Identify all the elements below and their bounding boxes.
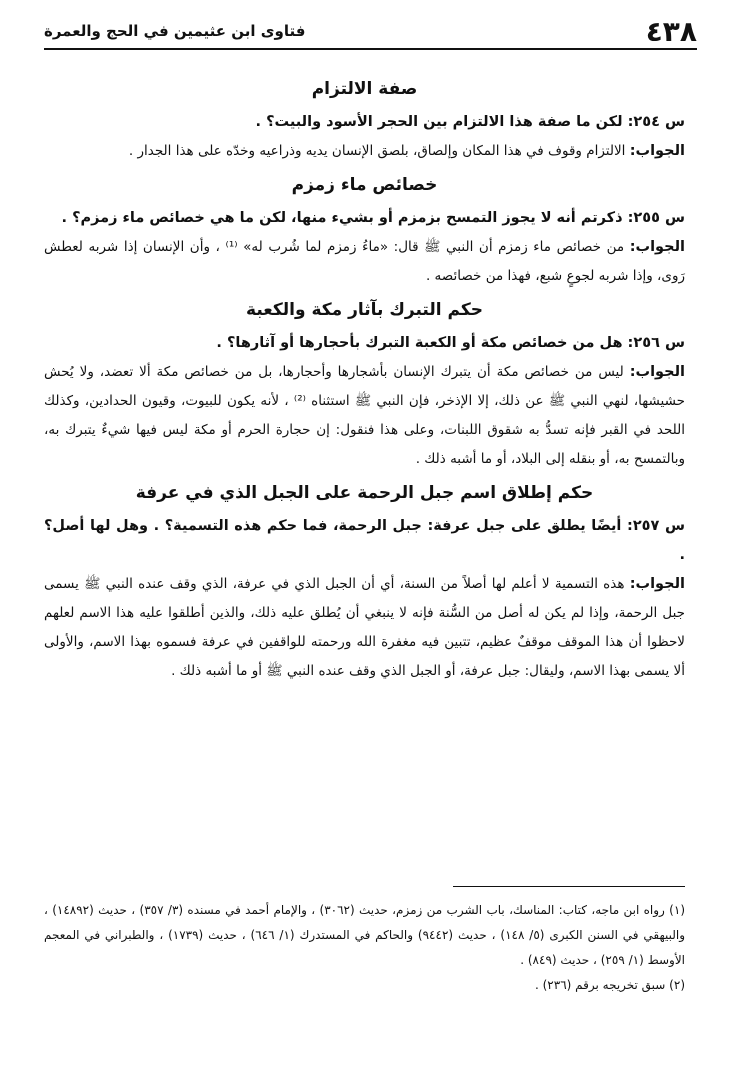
section-title: خصائص ماء زمزم — [291, 175, 438, 195]
answer-text: الالتزام وقوف في هذا المكان وإلصاق، بلصق الإنسان يديه وذراعيه وخدّه على هذا الجدار . — [128, 143, 630, 159]
answer-256 — [44, 358, 685, 474]
question-257: س ٢٥٧: أيضًا يطلق على جبل عرفة: جبل الرحمة، فما حكم هذه التسمية؟ . وهل لها أصل؟ . — [44, 518, 685, 563]
running-title: فتاوى ابن عثيمين في الحج والعمرة — [44, 22, 306, 40]
answer-254 — [44, 137, 685, 166]
page-header — [44, 14, 697, 50]
answer-255 — [44, 233, 685, 291]
footnotes — [44, 898, 685, 998]
answer-text: من خصائص ماء زمزم أن النبي ﷺ قال: «ماءُ زمزم لما شُرب له» ⁽¹⁾ ، وأن الإنسان إذا شربه لعطش رَوى، وإذا شربه لجوعٍ شبع، فهذا من خصائصه . — [44, 239, 685, 284]
answer-text: هذه التسمية لا أعلم لها أصلاً من السنة، أي أن الجبل الذي في عرفة، الذي وقف عنده النبي ﷺ يسمى جبل الرحمة، وإذا لم يكن له أصل من السُّنة فإنه لا ينبغي أن يُطلق عليه ذلك، والذين أطلقوا عليه هذا الاسم لعلهم لاحظوا أن هذا الموقف موقفٌ عظيم، تتبين فيه مغفرة الله ورحمته للواقفين في عرفة فسموه بهذا الاسم، والأولى ألا يسمى بهذا الاسم، وليقال: جبل عرفة، أو الجبل الذي وقف عنده النبي ﷺ أو ما أشبه ذلك . — [44, 576, 685, 679]
main-text — [44, 70, 685, 686]
answer-label: الجواب: — [629, 576, 685, 592]
footnote-2: (٢) سبق تخريجه برقم (٢٣٦) . — [534, 978, 685, 992]
question-255: س ٢٥٥: ذكرتم أنه لا يجوز التمسح بزمزم أو بشيء منها، لكن ما هي خصائص ماء زمزم؟ . — [61, 210, 685, 226]
page-number: ٤٣٨ — [645, 14, 697, 48]
question-254: س ٢٥٤: لكن ما صفة هذا الالتزام بين الحجر الأسود والبيت؟ . — [255, 114, 685, 130]
footnote-divider — [453, 886, 685, 887]
section-title: حكم التبرك بآثار مكة والكعبة — [246, 300, 483, 320]
section-2 — [44, 172, 685, 291]
answer-257 — [44, 570, 685, 686]
answer-label: الجواب: — [629, 239, 685, 255]
answer-label: الجواب: — [629, 143, 685, 159]
section-3 — [44, 297, 685, 474]
section-4 — [44, 480, 685, 686]
question-256: س ٢٥٦: هل من خصائص مكة أو الكعبة التبرك بأحجارها أو آثارها؟ . — [216, 335, 685, 351]
footnote-1: (١) رواه ابن ماجه، كتاب: المناسك، باب الشرب من زمزم، حديث (٣٠٦٢) ، والإمام أحمد في مسنده (٣/ ٣٥٧) ، حديث (١٤٨٩٢) ، والبيهقي في السنن الكبرى (٥/ ١٤٨) ، حديث (٩٤٤٢) والحاكم في المستدرك (١/ ٦٤٦) ، حديث (١٧٣٩) ، والطبراني في المعجم الأوسط (١/ ٢٥٩) ، حديث (٨٤٩) . — [44, 903, 685, 967]
answer-label: الجواب: — [629, 364, 685, 380]
section-1 — [44, 76, 685, 166]
section-title: صفة الالتزام — [311, 79, 418, 99]
section-title: حكم إطلاق اسم جبل الرحمة على الجبل الذي في عرفة — [135, 483, 594, 503]
answer-text: ليس من خصائص مكة أن يتبرك الإنسان بأشجارها وأحجارها، بل من خصائص مكة ألا تعضد، ولا يُحش حشيشها، لنهي النبي ﷺ عن ذلك، إلا الإذخر، فإن النبي ﷺ استثناه ⁽²⁾ ، لأنه يكون للبيوت، وقيون الحدادين، وكذلك اللحد في القبر فإنه تسدُّ به شقوق اللبنات، وعلى هذا فنقول: إن حجارة الحرم أو مكة ليس فيها شيءٌ يتبرك به، وبالتمسح به، أو بنقله إلى البلاد، أو ما أشبه ذلك . — [44, 364, 685, 467]
